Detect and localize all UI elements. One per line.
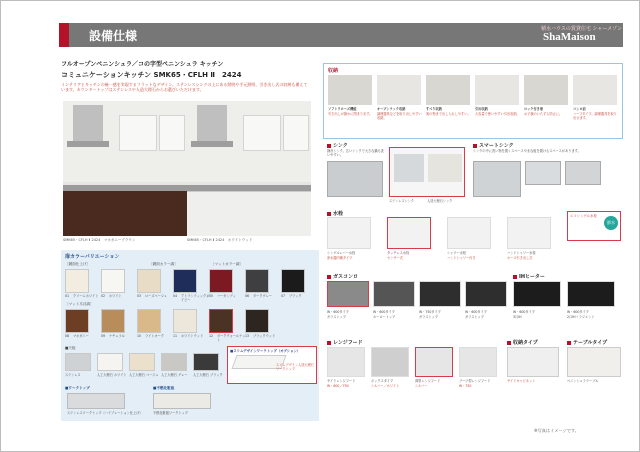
table-type-caption: ペニンシュラテーブル xyxy=(567,379,599,383)
smart-sink-image-3 xyxy=(565,161,601,185)
storage-image xyxy=(426,75,470,105)
photo-caption-1: SMK65・CFLH Ⅱ 2424 マホガニーブラウン xyxy=(63,238,136,242)
hood-name: ボックスタイプ xyxy=(371,379,394,383)
stove-name: W・750タイプ xyxy=(419,310,441,314)
color-swatch-name: ブラック xyxy=(289,294,302,298)
option-worktop-caption: スリムデザイン人造大理石ワークトップ xyxy=(276,363,314,371)
faucet-image xyxy=(447,217,491,249)
stove-desc: ガラストップ xyxy=(465,315,484,319)
color-swatch-name: クリームホワイト xyxy=(73,294,99,298)
faucet-note: エコシングル水栓 xyxy=(570,214,597,218)
storage-item-name: すべり収納 xyxy=(426,107,442,111)
storage-image xyxy=(328,75,372,105)
storage-image xyxy=(524,75,568,105)
color-swatch-label: 01 xyxy=(65,294,70,298)
smart-sink-image-1 xyxy=(473,161,521,197)
faucet-note-box xyxy=(567,211,621,241)
sink-item-1: ステンレスシンク xyxy=(389,199,414,203)
hood-desc: シルバー／ホワイト xyxy=(371,384,400,388)
faucet-image xyxy=(387,217,431,249)
hood-image xyxy=(459,347,497,377)
color-swatch xyxy=(65,269,89,293)
stove-image xyxy=(327,281,369,307)
faucet-desc: ホース引き出し式 xyxy=(507,256,533,260)
stove-desc: ガラストップ xyxy=(419,315,438,319)
hood-desc: W・600／750 xyxy=(327,384,349,388)
hood-image xyxy=(371,347,409,377)
ih-desc: 3口IH xyxy=(513,315,522,319)
counter-swatch xyxy=(161,353,187,371)
color-swatch-name: ライトオーク xyxy=(145,334,164,338)
faucet-image xyxy=(507,217,551,249)
brand-subtitle: 積水ハウスの賃貸住宅 シャーメゾン xyxy=(541,26,622,32)
table-type-title: テーブルタイプ xyxy=(567,339,607,346)
ih-name: W・600タイプ xyxy=(567,310,589,314)
color-swatch-label: 12 xyxy=(209,334,214,338)
storage-title: 収納 xyxy=(328,68,339,74)
hood-image xyxy=(327,347,365,377)
storage-item-name: コンロ前 xyxy=(573,107,586,111)
smart-sink-image-2 xyxy=(525,161,561,185)
counter-swatch xyxy=(65,353,91,371)
worktop-caption: ステンレスワークトップ（バイブレーション仕上げ） xyxy=(67,411,143,415)
group-label-single: ［鏡面仕上げ］ xyxy=(65,262,91,266)
faucet-desc: センサー式 xyxy=(387,256,403,260)
color-swatch xyxy=(65,309,89,333)
color-swatch-label: 04 xyxy=(173,294,178,298)
color-swatch-name: アトランティックネイビー xyxy=(181,294,210,302)
option-worktop-box xyxy=(227,346,317,384)
color-swatch-name: ダークグレー xyxy=(253,294,273,298)
hood-image xyxy=(415,347,453,377)
stove-title: ガスコンロ xyxy=(327,273,358,280)
counter-swatch-name: 人工大理石 ブラック xyxy=(193,373,223,377)
color-swatch xyxy=(137,269,161,293)
worktop-title: ■ワークトップ xyxy=(65,386,90,390)
color-swatch-label: 09 xyxy=(101,334,106,338)
ih-title: IHヒーター xyxy=(513,273,545,280)
stove-image xyxy=(373,281,415,307)
color-swatch-name: ホワイト xyxy=(109,294,122,298)
stove-desc: ガラストップ xyxy=(327,315,346,319)
photo-caption-2: SMK65・CFLH Ⅱ 2424 ホワイトウッド xyxy=(187,238,253,242)
color-swatch-label: 11 xyxy=(173,334,178,338)
group-label-wood: ［マット木目調］ xyxy=(65,302,94,306)
color-swatch-name: ダークウォールナット xyxy=(217,334,246,342)
storage-image xyxy=(475,75,519,105)
counter-swatch xyxy=(193,353,219,371)
faucet-name: シャワー水栓 xyxy=(447,251,467,255)
stove-name: W・600タイプ xyxy=(373,310,395,314)
color-swatch xyxy=(173,269,197,293)
ih-image xyxy=(513,281,561,307)
color-swatch xyxy=(245,309,269,333)
storage-item-desc: お子様のいたずら防止に。 xyxy=(524,112,563,116)
side-storage-caption: サイドキャビネット xyxy=(507,379,536,383)
storage-item-desc: 大容量で使いやすい引出収納。 xyxy=(475,112,520,116)
storage-image xyxy=(573,75,617,105)
faucet-name: ハンドシャワー水栓 xyxy=(507,251,536,255)
stove-name: W・600タイプ xyxy=(465,310,487,314)
color-variation-panel xyxy=(61,250,319,421)
color-swatch xyxy=(281,269,305,293)
faucet-name: シングルレバー水栓 xyxy=(327,251,356,255)
storage-item-desc: 奥の物まで出し入れしやすい。 xyxy=(426,112,471,116)
color-swatch xyxy=(101,309,125,333)
faucet-image xyxy=(327,217,371,249)
faucet-name: タッチレス水栓 xyxy=(387,251,410,255)
stove-name: W・600タイプ xyxy=(327,310,349,314)
stove-desc: ホーロートップ xyxy=(373,315,396,319)
color-swatch-label: 08 xyxy=(65,334,70,338)
kitchen-photo-1 xyxy=(63,101,187,236)
smart-sink-title: スマートシンク xyxy=(473,142,514,149)
hood-name: ブーツ型レンジフード xyxy=(459,379,491,383)
color-swatch-name: ローズベージュ xyxy=(145,294,168,298)
stove-image xyxy=(465,281,507,307)
color-swatch xyxy=(209,309,233,333)
hood-title: レンジフード xyxy=(327,339,363,346)
sink-image-1 xyxy=(327,161,383,197)
ih-name: W・600タイプ xyxy=(513,310,535,314)
hood-desc: W・750 xyxy=(459,384,472,388)
intro-description: インテリアとキッチンの統一感を実現するフラットなデザイン。ステンレスシンクの上にある照明や手元照明、引き出し式の収納も備えています。カウンタートップはステンレスや人造大理石からお選びいただけます。 xyxy=(61,82,308,92)
color-swatch-label: 13 xyxy=(245,334,250,338)
storage-item-desc: ハーフタイプ。調理器具を取り出せます。 xyxy=(573,112,617,120)
color-swatch xyxy=(209,269,233,293)
worktop2-image xyxy=(153,393,211,409)
storage-image xyxy=(377,75,421,105)
intro-line2: コミュニケーションキッチン SMK65・CFLH Ⅱ 2424 xyxy=(61,71,242,79)
color-swatch-label: 06 xyxy=(245,294,250,298)
smart-sink-desc: シンクの中に洗い物を置くスペースやまな板を置けるスペースがあります。 xyxy=(473,149,581,153)
hood-name: 薄型レンジフード xyxy=(415,379,441,383)
intro-line1: フルオープンペニンシュラ／コの字型ペニンシュラ キッチン xyxy=(61,61,224,68)
kitchen-photo-2 xyxy=(187,101,311,236)
sink-title: シンク xyxy=(327,142,348,149)
color-swatch-name: マホガニー xyxy=(73,334,89,338)
table-type-image xyxy=(567,347,621,377)
group-label-matte: ［マットカラー調］ xyxy=(211,262,244,266)
color-swatch xyxy=(245,269,269,293)
color-swatch-label: 02 xyxy=(101,294,106,298)
counter-swatch-name: ステンレス xyxy=(65,373,81,377)
counter-section-title: ■天板 xyxy=(65,346,76,350)
worktop-image xyxy=(67,393,125,409)
color-swatch-label: 07 xyxy=(281,294,286,298)
color-variation-title: 扉カラーバリエーション xyxy=(65,254,120,260)
color-swatch-label: 05 xyxy=(209,294,214,298)
hood-desc: シルバー xyxy=(415,384,428,388)
storage-item-name: オープンラック収納 xyxy=(377,107,406,111)
page-title: 設備仕様 xyxy=(89,29,138,43)
storage-item-name: ロック付き扉 xyxy=(524,107,544,111)
counter-swatch-name: 人工大理石 ホワイト xyxy=(97,373,127,377)
storage-item-name: 引出収納 xyxy=(475,107,488,111)
faucet-title: 水栓 xyxy=(327,210,343,217)
color-swatch-name: バーガンディ xyxy=(217,294,236,298)
counter-swatch-name: 人工大理石 ベージュ xyxy=(129,373,159,377)
color-swatch-label: 10 xyxy=(137,334,142,338)
color-swatch xyxy=(173,309,197,333)
counter-swatch-name: 人工大理石 グレー xyxy=(161,373,188,377)
color-swatch xyxy=(137,309,161,333)
brand-logo: ShaMaison xyxy=(543,31,596,43)
header-accent xyxy=(59,23,69,47)
footnote: ※写真はイメージです。 xyxy=(534,428,579,433)
faucet-desc: ハンドシャワー付き xyxy=(447,256,476,260)
side-storage-image xyxy=(507,347,559,377)
worktop2-title: ■不燃化粧板 xyxy=(153,386,175,390)
header-bar xyxy=(59,23,623,47)
eco-badge-icon: 節水 xyxy=(604,216,618,230)
sink-item-2: 人造大理石シンク xyxy=(427,199,453,203)
color-swatch-label: 03 xyxy=(137,294,142,298)
color-swatch-name: ホワイトウッド xyxy=(181,334,204,338)
storage-item-name: ソフトクローズ機能 xyxy=(328,107,357,111)
counter-swatch xyxy=(129,353,155,371)
option-worktop-title: ■スリムデザインワークトップ（オプション） xyxy=(230,349,301,353)
counter-swatch xyxy=(97,353,123,371)
color-swatch xyxy=(101,269,125,293)
storage-item-desc: 引き出しが静かに閉まります。 xyxy=(328,112,373,116)
side-storage-title: 収納タイプ xyxy=(507,339,538,346)
stove-image xyxy=(419,281,461,307)
color-swatch-name: ブラックウッド xyxy=(253,334,276,338)
group-label-solid: ［鏡面カラー調］ xyxy=(149,262,178,266)
ih-image xyxy=(567,281,615,307)
color-swatch-name: ナチュラル xyxy=(109,334,125,338)
storage-box xyxy=(323,63,623,139)
ih-desc: 2口IH＋ラジエント xyxy=(567,315,595,319)
sink-highlight-box xyxy=(389,147,465,197)
hood-name: サイドレンジフード xyxy=(327,379,356,383)
faucet-desc: 浄水器内蔵タイプ xyxy=(327,256,353,260)
sink-desc: 静音シンク。広いシンクで大きな鍋も洗いやすい。 xyxy=(327,149,384,157)
worktop2-caption: 不燃化粧板ワークトップ xyxy=(153,411,188,415)
storage-item-desc: 調理器具などを取り出しやすい収納。 xyxy=(377,112,422,120)
